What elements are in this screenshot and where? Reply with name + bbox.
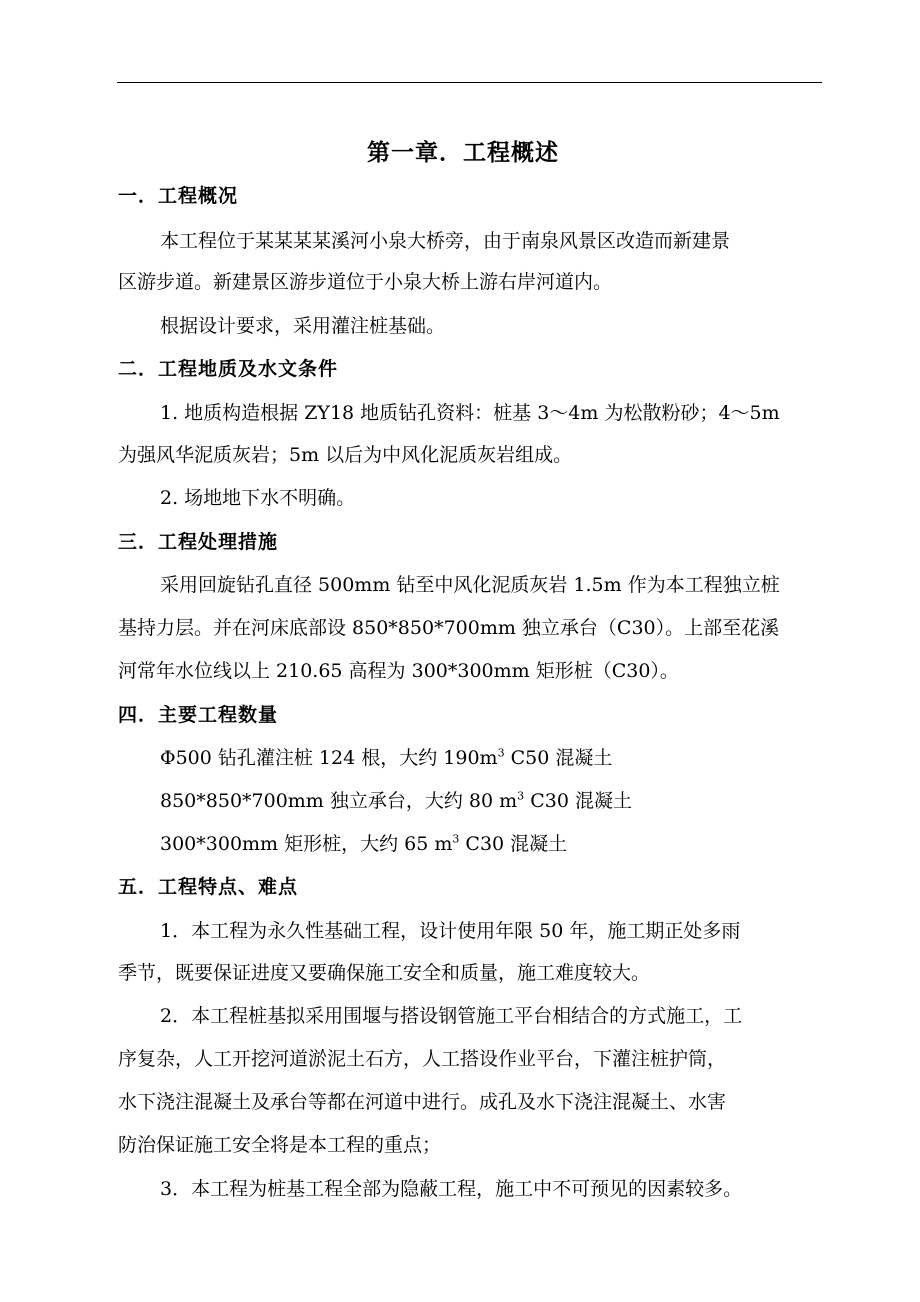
paragraph-line: 本工程位于某某某某溪河小泉大桥旁，由于南泉风景区改造而新建景: [160, 230, 731, 252]
section-heading-4: 四．主要工程数量: [118, 704, 279, 726]
paragraph-line: 1．本工程为永久性基础工程，设计使用年限 50 年，施工期正处多雨: [160, 920, 741, 942]
superscript-3: 3: [452, 832, 460, 846]
superscript-3: 3: [517, 789, 525, 803]
quantity-line: 300*300mm 矩形桩，大约 65 $m^3$ C30 混凝土: [160, 832, 568, 855]
paragraph-line: 根据设计要求，采用灌注桩基础。: [160, 315, 446, 337]
quantity-line: 850*850*700mm 独立承台，大约 80 $m^3$ C30 混凝土: [160, 789, 632, 812]
paragraph-line: 区游步道。新建景区游步道位于小泉大桥上游右岸河道内。: [118, 271, 613, 293]
section-heading-5: 五．工程特点、难点: [118, 876, 299, 898]
paragraph-line: 3．本工程为桩基工程全部为隐蔽工程，施工中不可预见的因素较多。: [160, 1178, 743, 1200]
paragraph-line: 1. 地质构造根据 ZY18 地质钻孔资料：桩基 3～4m 为松散粉砂；4～5m: [160, 402, 780, 424]
section-heading-2: 二．工程地质及水文条件: [118, 358, 339, 380]
section-heading-3: 三．工程处理措施: [118, 531, 279, 553]
paragraph-line: 季节，既要保证进度又要确保施工安全和质量，施工难度较大。: [118, 962, 651, 984]
quantity-line: Φ500 钻孔灌注桩 124 根，大约 $190m^3$ C50 混凝土: [160, 746, 613, 769]
paragraph-line: 序复杂，人工开挖河道淤泥土石方，人工搭设作业平台，下灌注桩护筒，: [118, 1048, 727, 1070]
paragraph-line: 基持力层。并在河床底部设 850*850*700mm 独立承台（C30）。上部至花溪: [118, 617, 780, 639]
superscript-3: 3: [497, 746, 505, 760]
section-heading-1: 一．工程概况: [118, 185, 239, 207]
paragraph-line: 采用回旋钻孔直径 500mm 钻至中风化泥质灰岩 1.5m 作为本工程独立桩: [160, 574, 780, 596]
chapter-title: 第一章．工程概述: [367, 139, 559, 166]
paragraph-line: 2．本工程桩基拟采用围堰与搭设钢管施工平台相结合的方式施工，工: [160, 1005, 743, 1027]
paragraph-line: 防治保证施工安全将是本工程的重点；: [118, 1134, 442, 1156]
paragraph-line: 2. 场地地下水不明确。: [160, 487, 356, 509]
paragraph-line: 水下浇注混凝土及承台等都在河道中进行。成孔及水下浇注混凝土、水害: [118, 1091, 727, 1113]
paragraph-line: 为强风华泥质灰岩；5m 以后为中风化泥质灰岩组成。: [118, 444, 573, 466]
paragraph-line: 河常年水位线以上 210.65 高程为 300*300mm 矩形桩（C30）。: [118, 660, 679, 682]
header-rule: [117, 82, 822, 83]
